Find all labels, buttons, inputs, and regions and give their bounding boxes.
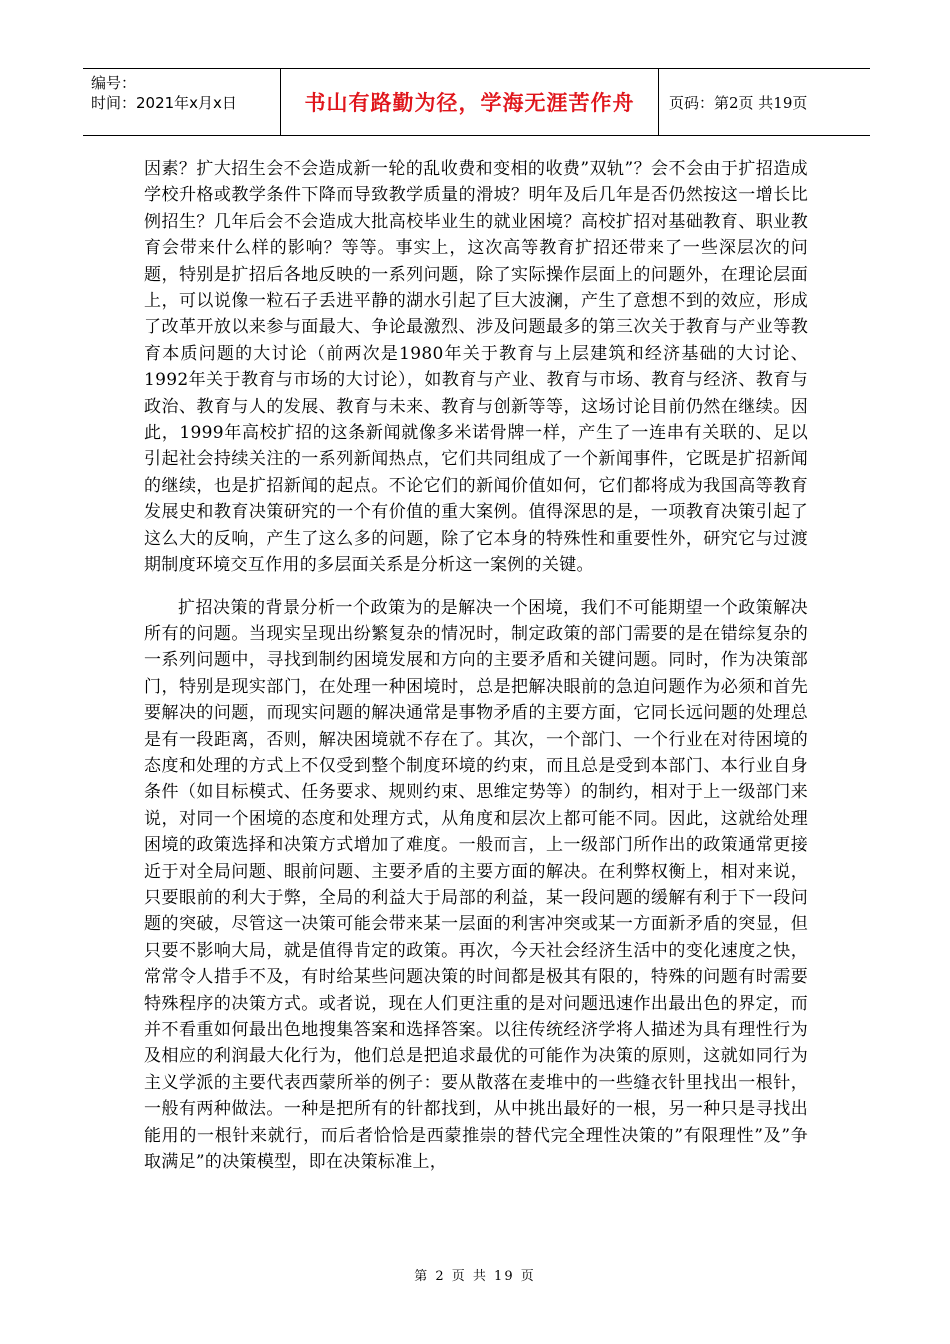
document-date-label: 时间：2021年x月x日 (91, 94, 237, 112)
page-footer: 第 2 页 共 19 页 (414, 1269, 536, 1284)
header-motto: 书山有路勤为径，学海无涯苦作舟 (304, 91, 635, 115)
document-body (144, 156, 808, 1175)
body-paragraph-continued: 因素？扩大招生会不会造成新一轮的乱收费和变相的收费”双轨”？会不会由于扩招造成学校升格或教学条件下降而导致教学质量的滑坡？明年及后几年是否仍然按这一增长比例招生？几年后会不会造成大批高校毕业生的就业困境？高校扩招对基础教育、职业教育会带来什么样的影响？等等。事实上，这次高等教育扩招还带来了一些深层次的问题，特别是扩招后各地反映的一系列问题，除了实际操作层面上的问题外，在理论层面上，可以说像一粒石子丢进平静的湖水引起了巨大波澜，产生了意想不到的效应，形成了改革开放以来参与面最大、争论最激烈、涉及问题最多的第三次关于教育与产业等教育本质问题的大讨论（前两次是1980年关于教育与上层建筑和经济基础的大讨论、1992年关于教育与市场的大讨论），如教育与产业、教育与市场、教育与经济、教育与政治、教育与人的发展、教育与未来、教育与创新等等，这场讨论目前仍然在继续。因此，1999年高校扩招的这条新闻就像多米诺骨牌一样，产生了一连串有关联的、足以引起社会持续关注的一系列新闻热点，它们共同组成了一个新闻事件，它既是扩招新闻的继续，也是扩招新闻的起点。不论它们的新闻价值如何，它们都将成为我国高等教育发展史和教育决策研究的一个有价值的重大案例。值得深思的是，一项教育决策引起了这么大的反响，产生了这么多的问题，除了它本身的特殊性和重要性外，研究它与过渡期制度环境交互作用的多层面关系是分析这一案例的关键。 (144, 159, 808, 576)
header-page-cell (659, 69, 870, 135)
page-header (83, 68, 870, 136)
header-motto-cell (281, 69, 659, 135)
document-number-label: 编号： (91, 74, 137, 92)
header-meta-cell (83, 69, 281, 135)
header-page-number: 页码：第2页 共19页 (669, 93, 808, 112)
body-paragraph: 扩招决策的背景分析一个政策为的是解决一个困境，我们不可能期望一个政策解决所有的问题。当现实呈现出纷繁复杂的情况时，制定政策的部门需要的是在错综复杂的一系列问题中，寻找到制约困境发展和方向的主要矛盾和关键问题。同时，作为决策部门，特别是现实部门，在处理一种困境时，总是把解决眼前的急迫问题作为必须和首先要解决的问题，而现实问题的解决通常是事物矛盾的主要方面，它同长远问题的处理总是有一段距离，否则，解决困境就不存在了。其次，一个部门、一个行业在对待困境的态度和处理的方式上不仅受到整个制度环境的约束，而且总是受到本部门、本行业自身条件（如目标模式、任务要求、规则约束、思维定势等）的制约，相对于上一级部门来说，对同一个困境的态度和处理方式，从角度和层次上都可能不同。因此，这就给处理困境的政策选择和决策方式增加了难度。一般而言，上一级部门所作出的政策通常更接近于对全局问题、眼前问题、主要矛盾的主要方面的解决。在利弊权衡上，相对来说，只要眼前的利大于弊，全局的利益大于局部的利益，某一段问题的缓解有利于下一段问题的突破，尽管这一决策可能会带来某一层面的利害冲突或某一方面新矛盾的突显，但只要不影响大局，就是值得肯定的政策。再次，今天社会经济生活中的变化速度之快，常常令人措手不及，有时给某些问题决策的时间都是极其有限的，特殊的问题有时需要特殊程序的决策方式。或者说，现在人们更注重的是对问题迅速作出最出色的界定，而并不看重如何最出色地搜集答案和选择答案。以往传统经济学将人描述为具有理性行为及相应的利润最大化行为，他们总是把追求最优的可能作为决策的原则，这就如同行为主义学派的主要代表西蒙所举的例子：要从散落在麦堆中的一些缝衣针里找出一根针，一般有两种做法。一种是把所有的针都找到，从中挑出最好的一根，另一种只是寻找出能用的一根针来就行，而后者恰恰是西蒙推崇的替代完全理性决策的”有限理性”及”争取满足”的决策模型，即在决策标准上， (144, 597, 808, 1173)
